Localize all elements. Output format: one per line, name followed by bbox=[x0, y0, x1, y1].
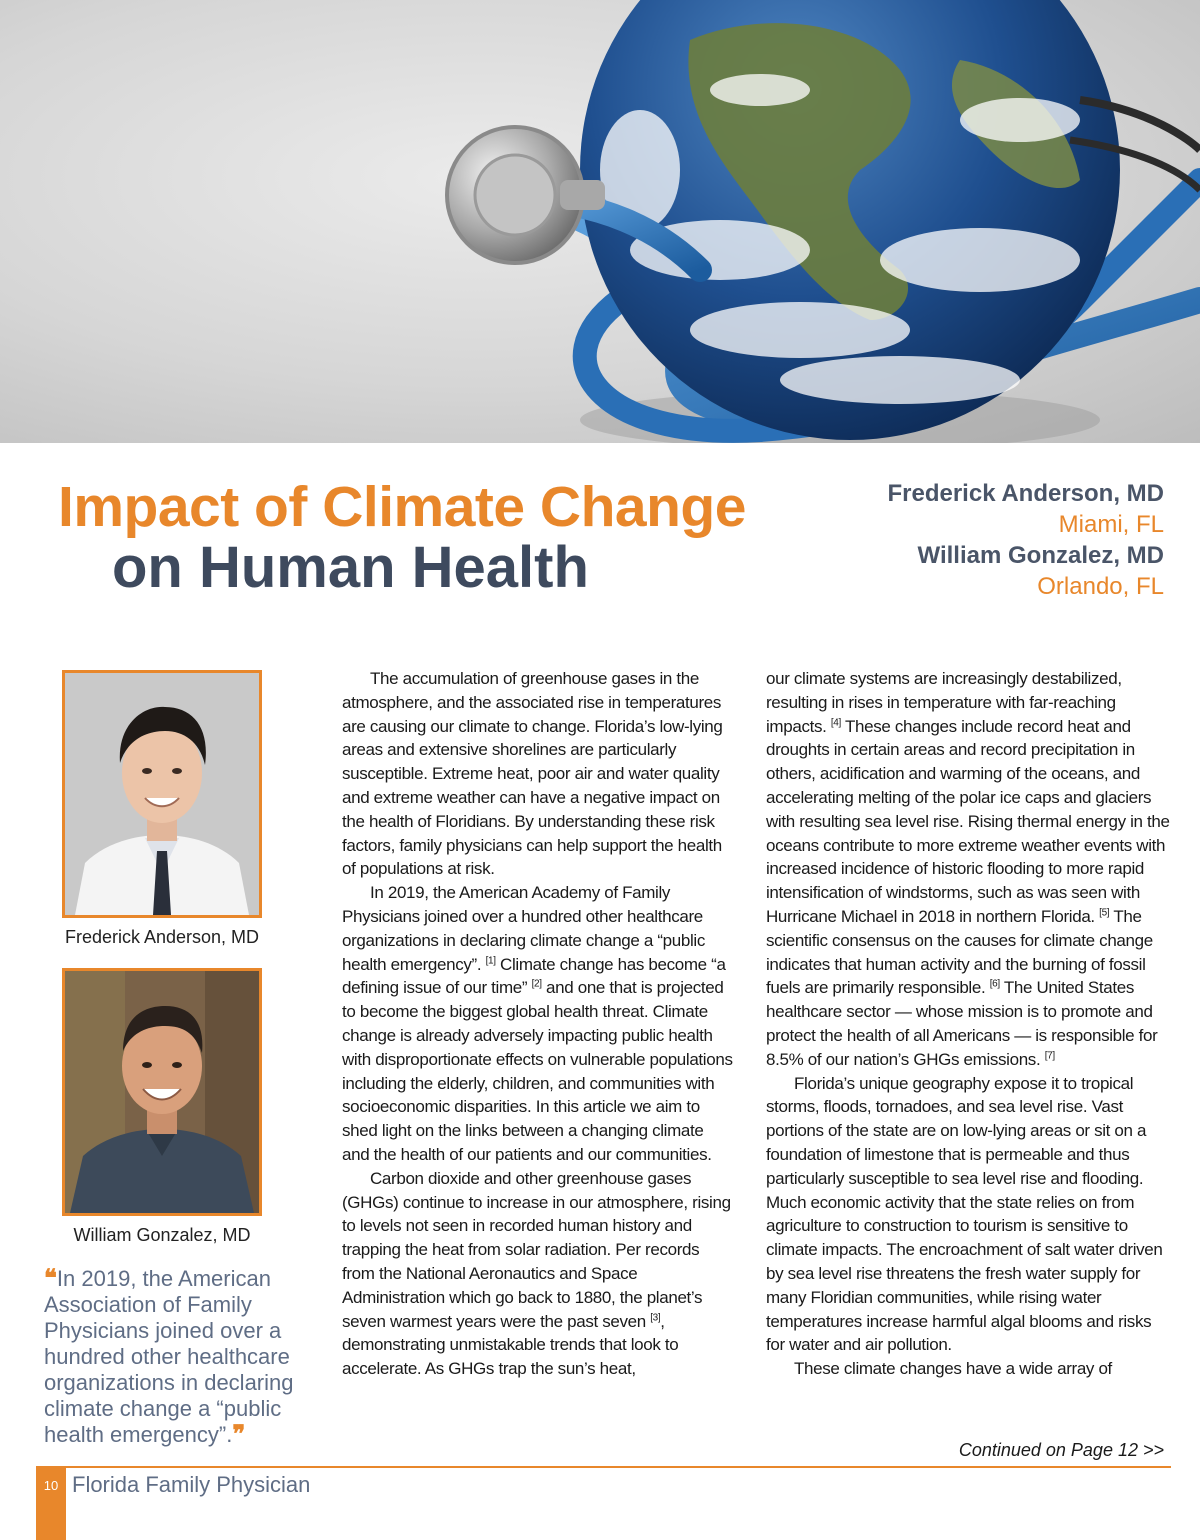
publication-name: Florida Family Physician bbox=[72, 1472, 311, 1497]
article-title: Impact of Climate Change bbox=[58, 475, 746, 539]
article-subtitle: on Human Health bbox=[112, 535, 589, 600]
paragraph-text: Climate change has become “a defining issue of our time” bbox=[342, 954, 726, 998]
author-name: Frederick Anderson, MD bbox=[887, 480, 1164, 507]
paragraph bbox=[342, 1167, 734, 1381]
footer-divider bbox=[36, 1466, 1171, 1468]
close-quote-icon: ❞ bbox=[232, 1421, 246, 1448]
author-location: Miami, FL bbox=[1058, 511, 1164, 538]
portrait-illustration bbox=[65, 673, 259, 915]
photo-caption: Frederick Anderson, MD bbox=[64, 927, 260, 947]
globe-stethoscope-illustration bbox=[0, 0, 1200, 443]
paragraph bbox=[342, 881, 734, 1167]
reference-marker: [4] bbox=[830, 716, 841, 728]
reference-marker: [1] bbox=[485, 954, 496, 966]
paragraph-text: Florida’s unique geography expose it to tropical storms, floods, tornadoes, and sea level rise. Vast portions of the state are on low-lying areas or sit on a foundation of limestone that is permeable and thus particularly susceptible to sea level rise and flooding. Much economic activity that the state relies on from agriculture to construction to tourism is sensitive to climate impacts. The encroachment of salt water driven by sea level rise threatens the fresh water supply for many Floridian communities, while rising water temperatures increase harmful algal blooms and risks for water and air pollution. bbox=[766, 1073, 1163, 1355]
reference-marker: [3] bbox=[650, 1311, 661, 1323]
photo-caption: William Gonzalez, MD bbox=[73, 1225, 251, 1245]
pull-quote-text: In 2019, the American Association of Family Physicians joined over a hundred other healthcare organizations in declaring climate change a “public health emergency”. bbox=[44, 1266, 294, 1447]
pull-quote bbox=[44, 1266, 314, 1448]
author-photo-anderson bbox=[62, 670, 262, 918]
reference-marker: [6] bbox=[989, 978, 1000, 990]
paragraph-text: These climate changes have a wide array of bbox=[794, 1359, 1112, 1379]
reference-marker: [2] bbox=[531, 978, 542, 990]
body-column-1 bbox=[342, 667, 734, 1381]
paragraph-text: Carbon dioxide and other greenhouse gases (GHGs) continue to increase in our atmosphere, rising to levels not seen in recorded human history and trapping the heat from solar radiation. Per records from the National Aeronautics and Space Administration which go back to 1880, the planet’s seven warmest years were the past seven bbox=[342, 1168, 731, 1331]
hero-image bbox=[0, 0, 1200, 443]
open-quote-icon: ❝ bbox=[44, 1265, 57, 1292]
page-number: 10 bbox=[43, 1478, 59, 1493]
paragraph-text: In 2019, the American Academy of Family Physicians joined over a hundred other healthcare organizations in declaring climate change a “public health emergency”. bbox=[342, 883, 705, 974]
paragraph bbox=[766, 667, 1172, 1072]
author-block bbox=[744, 478, 1164, 602]
paragraph-text: The accumulation of greenhouse gases in the atmosphere, and the associated rise in temperatures are causing our climate to change. Florida’s low-lying areas and extensive shorelines are particularly susceptible. Extreme heat, poor air and water quality and extreme weather can have a negative impact on the health of Floridians. By understanding these risk factors, family physicians can help support the health of populations at risk. bbox=[342, 669, 723, 879]
paragraph-text: The scientific consensus on the causes for climate change indicates that human activity and the burning of fossil fuels are primarily responsible. bbox=[766, 906, 1153, 998]
paragraph-text: and one that is projected to become the biggest global health threat. Climate change is already adversely impacting public health with disproportionate effects on vulnerable populations including the elderly, children, and communities with socioeconomic disparities. In this article we aim to shed light on the links between a changing climate and the health of our patients and our communities. bbox=[342, 978, 733, 1164]
paragraph bbox=[342, 667, 734, 881]
paragraph bbox=[766, 1357, 1172, 1381]
continued-link[interactable]: Continued on Page 12 >> bbox=[958, 1440, 1164, 1460]
body-column-2 bbox=[766, 667, 1172, 1381]
reference-marker: [7] bbox=[1044, 1050, 1055, 1062]
author-name: William Gonzalez, MD bbox=[917, 542, 1164, 569]
portrait-illustration bbox=[65, 971, 259, 1213]
paragraph-text: These changes include record heat and droughts in certain areas and record precipitation in others, acidification and warming of the oceans, and accelerating melting of the polar ice caps and glaciers with resulting sea level rise. Rising thermal energy in the oceans contribute to more extreme weather events with increased incidence of historic flooding to more rapid intensification of windstorms, such as was seen with Hurricane Michael in 2018 in northern Florida. bbox=[766, 716, 1170, 926]
paragraph-text: , demonstrating unmistakable trends that look to accelerate. As GHGs trap the sun’s heat, bbox=[342, 1311, 679, 1379]
author-location: Orlando, FL bbox=[1037, 573, 1164, 600]
author-photo-gonzalez bbox=[62, 968, 262, 1216]
paragraph bbox=[766, 1072, 1172, 1358]
paragraph-text: our climate systems are increasingly destabilized, resulting in rises in temperature with far-reaching impacts. bbox=[766, 669, 1122, 736]
reference-marker: [5] bbox=[1099, 907, 1110, 919]
paragraph-text: The United States healthcare sector — whose mission is to promote and protect the health of all Americans — is responsible for 8.5% of our nation’s GHGs emissions. bbox=[766, 978, 1158, 1069]
